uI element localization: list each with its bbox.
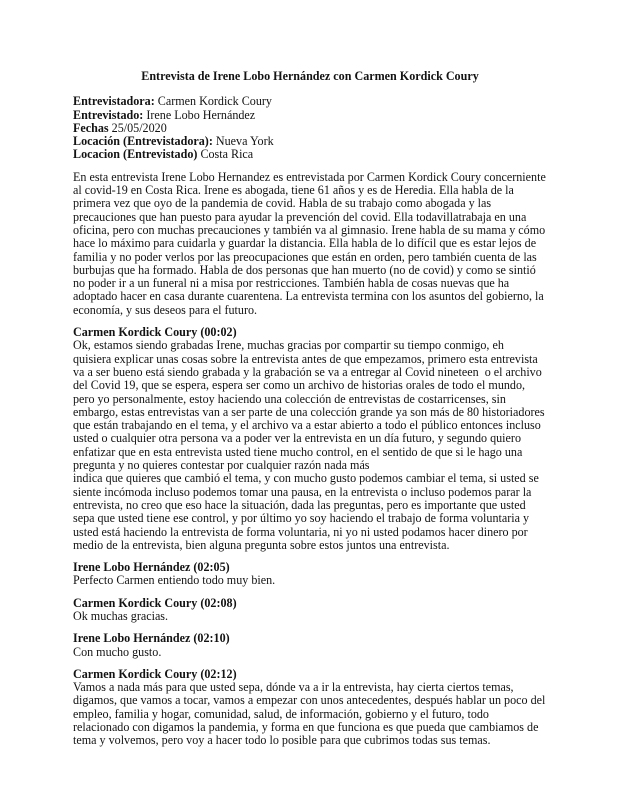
dialogue-turn [73,597,547,624]
meta-row-date [73,122,547,135]
speech-line: quisiera explicar unas cosas sobre la entrevista antes de que empezamos, primero esta entrevista va a ser bueno está siendo grabada y la grabación se va a entregar al Covid nineteen o el archivo del Covid 19, que se espera, espera ser como un archivo de historias orales de todo el mundo, pero yo personalmente, estoy haciendo una colección de entrevistas de costarricenses, sin embargo, estas entrevistas van a ser parte de una colección grande ya son más de 80 historiadores que están trabajando en el tema, y el archivo va a estar abierto a todo el público entonces incluso usted o cualquier otra persona va a poder ver la entrevista en un día futuro, y segundo quiero enfatizar que en esta entrevista usted tiene mucho control, en el sentido de que si le hago una pregunta y no quieres contestar por cualquier razón nada más [73,351,548,473]
speech-line: Con mucho gusto. [73,644,162,659]
timestamp: (02:05) [193,560,230,575]
meta-row-interviewer-location [73,135,547,148]
timestamp: (02:10) [193,631,230,646]
meta-row-interviewee-location [73,148,547,161]
timestamp: (02:12) [200,666,237,681]
meta-label: Entrevistado: [73,107,144,122]
speech-line: Perfecto Carmen entiendo todo muy bien. [73,573,276,588]
meta-value: Irene Lobo Hernández [146,107,256,122]
dialogue-turn [73,632,547,659]
meta-label: Locación (Entrevistadora): [73,134,213,149]
speaker-heading [73,597,547,610]
dialogue-turn [73,326,547,552]
speaker-name: Irene Lobo Hernández [73,560,191,575]
summary-paragraph: En esta entrevista Irene Lobo Hernandez es entrevistada por Carmen Kordick Coury concerniente al covid-19 en Costa Rica. Irene es abogada, tiene 61 años y es de Heredia. Ella habla de la primera vez que oyo de la pandemia de covid. Habla de su trabajo como abogada y las precauciones que han puesto para ayudar la prevención del covid. Ella todavillatrabaja en una oficina, pero con muchas precauciones y también va al gimnasio. Irene habla de su mama y cómo hace lo máximo para cuidarla y guardar la distancia. Ella habla de lo difícil que es estar lejos de familia y no poder verlos por las preocupaciones que están en orden, pero también cuenta de las burbujas que ha formado. Habla de dos personas que han muerto (no de covid) y como se sintió no poder ir a un funeral ni a misa por restricciones. También habla de cosas nuevas que ha adoptado hacer en casa durante cuarentena. La entrevista termina con los asuntos del gobierno, la economía, y sus deseos para el futuro. [73,169,549,317]
speaker-heading [73,561,547,574]
dialogue-turn [73,668,547,748]
speech-line: Ok, estamos siendo grabadas Irene, muchas gracias por compartir su tiempo conmigo, eh [73,338,504,353]
speech-line: indica que quieres que cambió el tema, y con mucho gusto podemos cambiar el tema, si usted se siente incómoda incluso podemos tomar una pausa, en la entrevista o incluso podemos parar la entrevista, no creo que eso hace la situación, dada las preguntas, pero es importante que usted sepa que usted tiene ese control, y por último yo soy haciendo el trabajo de forma voluntaria y usted está haciendo la entrevista de forma voluntaria, ni yo ni usted podamos hacer dinero por medio de la entrevista, bien alguna pregunta sobre estos juntos una entrevista. [73,471,542,552]
document-title: Entrevista de Irene Lobo Hernández con Carmen Kordick Coury [141,69,479,83]
meta-value: Costa Rica [200,147,254,162]
meta-value: Carmen Kordick Coury [157,94,272,109]
meta-value: Nueva York [215,134,274,149]
speaker-heading [73,632,547,645]
speech-text [73,574,547,587]
speaker-name: Carmen Kordick Coury [73,595,198,610]
meta-value: 25/05/2020 [111,120,167,135]
speaker-heading [73,668,547,681]
meta-label: Locacion (Entrevistado) [73,147,198,162]
dialogue-turn [73,561,547,588]
meta-row-interviewer [73,95,547,108]
speech-text [73,339,547,552]
speaker-heading [73,326,547,339]
speech-line: Ok muchas gracias. [73,608,169,623]
meta-row-interviewee [73,109,547,122]
speaker-name: Irene Lobo Hernández [73,631,191,646]
meta-label: Entrevistadora: [73,94,155,109]
timestamp: (00:02) [200,325,237,340]
speech-text [73,681,547,747]
speech-text [73,646,547,659]
speech-line: Vamos a nada más para que usted sepa, dónde va a ir la entrevista, hay cierta ciertos temas, digamos, que vamos a tocar, vamos a empezar con unos antecedentes, después hablar un poco del empleo, familia y hogar, comunidad, salud, de información, gobierno y el futuro, todo relacionado con digamos la pandemia, y forma en que funciona es que pueda que cambiamos de tema y volvemos, pero voy a hacer todo lo posible para que cubrimos todas sus temas. [73,680,549,748]
interview-metadata [73,95,547,161]
speaker-name: Carmen Kordick Coury [73,666,198,681]
speech-text [73,610,547,623]
timestamp: (02:08) [200,595,237,610]
speaker-name: Carmen Kordick Coury [73,325,198,340]
meta-label: Fechas [73,120,109,135]
